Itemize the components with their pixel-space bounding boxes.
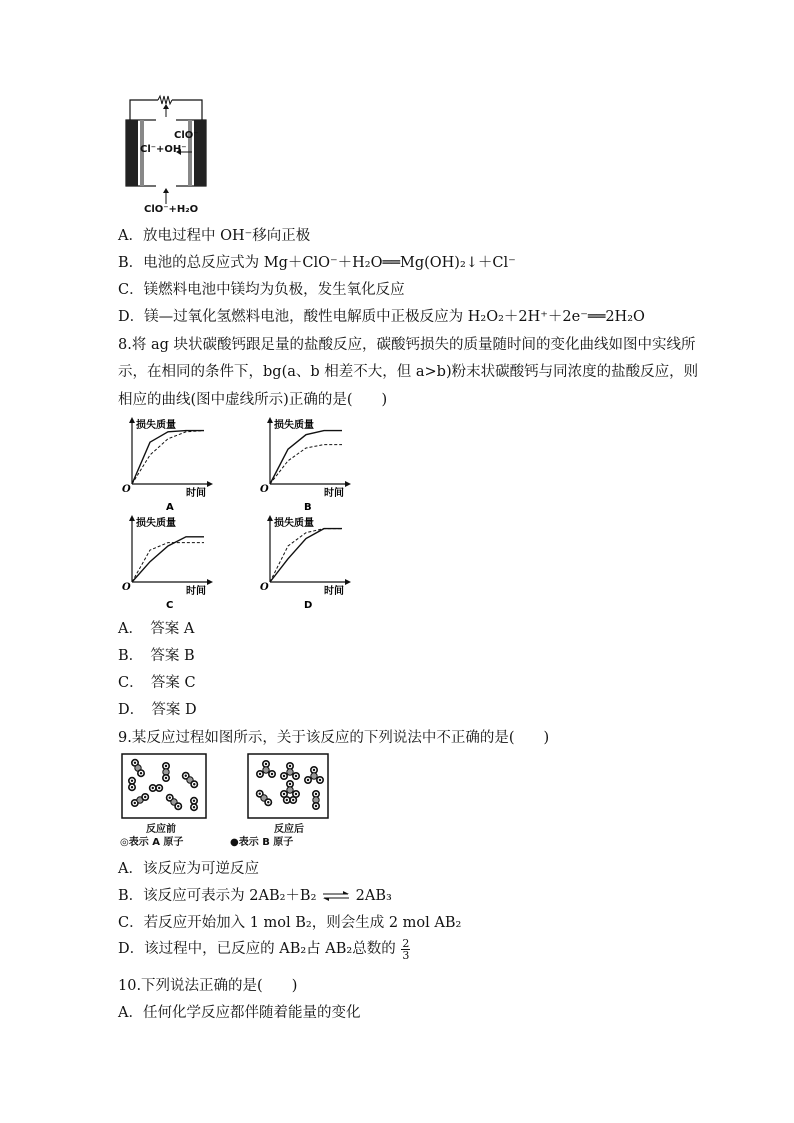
atom-b-core xyxy=(307,779,309,781)
legend-b-atom: ●表示 B 原子 xyxy=(230,837,294,848)
q8-stem-line3: 相应的曲线(图中虚线所示)正确的是( ) xyxy=(118,392,388,408)
y-axis-label: 损失质量 xyxy=(274,518,314,529)
atom-b-core xyxy=(259,773,261,775)
atom-b-core xyxy=(144,796,146,798)
atom-b-core xyxy=(286,799,288,801)
atom-b-core xyxy=(193,806,195,808)
chart-b xyxy=(258,412,358,512)
y-axis-arrow xyxy=(129,515,135,521)
chart-c-svg xyxy=(120,510,220,610)
atom-b-core xyxy=(158,787,160,789)
legend-a-atom: ◎表示 A 原子 xyxy=(120,837,184,848)
q9-option-b-pre: B．该反应可表示为 2AB₂＋B₂ xyxy=(118,888,317,904)
atom-b-core xyxy=(140,772,142,774)
chart-a-svg xyxy=(120,412,220,512)
atom-b-core xyxy=(313,769,315,771)
origin-label: O xyxy=(122,582,131,593)
atom-b-core xyxy=(134,762,136,764)
reversible-arrow-icon xyxy=(321,890,351,902)
q9-option-c: C．若反应开始加入 1 mol B₂，则会生成 2 mol AB₂ xyxy=(118,915,462,931)
q9-option-b xyxy=(118,884,392,905)
x-axis-label: 时间 xyxy=(324,488,344,499)
chart-name-label: B xyxy=(304,502,312,512)
atom-b-core xyxy=(315,793,317,795)
chart-name-label: D xyxy=(304,600,313,610)
q9-option-d-pre: D．该过程中，已反应的 AB₂占 AB₂总数的 xyxy=(118,941,396,957)
q8-stem-line2: 示，在相同的条件下，bg(a、b 相差不大，但 a>b)粉末状碳酸钙与同浓度的盐酸反应，则 xyxy=(118,364,699,380)
atom-b-core xyxy=(185,775,187,777)
chart-name-label: C xyxy=(166,600,174,610)
atom-b-core xyxy=(152,787,154,789)
reaction-figure xyxy=(118,750,338,850)
series-line-solid xyxy=(270,529,342,582)
atom-b-core xyxy=(289,783,291,785)
atom-b-core xyxy=(134,802,136,804)
fraction xyxy=(401,938,410,961)
atom-b-core xyxy=(193,783,195,785)
atom-b-core xyxy=(292,799,294,801)
y-axis-label: 损失质量 xyxy=(274,420,314,431)
chart-a xyxy=(120,412,220,512)
atom-b-core xyxy=(259,793,261,795)
q7-option-a: A．放电过程中 OH⁻移向正极 xyxy=(118,228,311,244)
atom-b-core xyxy=(193,800,195,802)
atom-b-core xyxy=(265,763,267,765)
caption-after: 反应后 xyxy=(274,824,304,835)
y-axis-arrow xyxy=(267,515,273,521)
y-axis-label: 损失质量 xyxy=(136,518,176,529)
atom-b-core xyxy=(169,797,171,799)
q9-option-b-post: 2AB₃ xyxy=(355,888,392,904)
q7-option-c: C．镁燃料电池中镁均为负极，发生氧化反应 xyxy=(118,282,405,298)
atom-a xyxy=(263,767,269,773)
series-line-dashed xyxy=(270,529,342,582)
atom-b-core xyxy=(165,777,167,779)
q8-option-d: D． 答案 D xyxy=(118,702,197,718)
atom-b-core xyxy=(289,765,291,767)
atom-a xyxy=(311,773,317,779)
q10-option-a: A．任何化学反应都伴随着能量的变化 xyxy=(118,1005,361,1021)
label-clo-h2o: ClO⁻+H₂O xyxy=(144,204,199,215)
q10-stem: 10.下列说法正确的是( ) xyxy=(118,978,298,994)
x-axis-label: 时间 xyxy=(186,488,206,499)
x-axis-arrow xyxy=(345,481,351,487)
atom-b-core xyxy=(283,775,285,777)
chart-d-svg xyxy=(258,510,358,610)
atom-b-core xyxy=(165,765,167,767)
atom-b-core xyxy=(319,779,321,781)
q8-option-c: C． 答案 C xyxy=(118,675,196,691)
series-line-solid xyxy=(132,431,204,484)
atom-b-core xyxy=(177,805,179,807)
x-axis-arrow xyxy=(207,481,213,487)
chart-name-label: A xyxy=(166,502,174,512)
atom-b-core xyxy=(131,786,133,788)
q9-option-a: A．该反应为可逆反应 xyxy=(118,861,259,877)
origin-label: O xyxy=(122,484,131,495)
y-axis-arrow xyxy=(267,417,273,423)
atom-b-core xyxy=(131,780,133,782)
label-cl-oh: Cl⁻+OH⁻ xyxy=(140,144,187,155)
q8-stem-line1: 8.将 ag 块状碳酸钙跟足量的盐酸反应，碳酸钙损失的质量随时间的变化曲线如图中实线所 xyxy=(118,337,696,353)
chart-c xyxy=(120,510,220,610)
q8-option-a: A． 答案 A xyxy=(118,621,195,637)
series-line-dashed xyxy=(132,543,204,582)
y-axis-label: 损失质量 xyxy=(136,420,176,431)
origin-label: O xyxy=(260,484,269,495)
q7-option-d: D．镁—过氧化氢燃料电池，酸性电解质中正极反应为 H₂O₂＋2H⁺＋2e⁻══2H₂O xyxy=(118,309,645,325)
fraction-denominator: 3 xyxy=(402,948,410,962)
series-line-solid xyxy=(132,537,204,582)
x-axis-label: 时间 xyxy=(324,586,344,597)
chart-d xyxy=(258,510,358,610)
atom-b-core xyxy=(295,775,297,777)
atom-b-core xyxy=(283,793,285,795)
fraction-numerator: 2 xyxy=(402,936,410,950)
origin-label: O xyxy=(260,582,269,593)
x-axis-arrow xyxy=(345,579,351,585)
atom-b-core xyxy=(295,793,297,795)
x-axis-label: 时间 xyxy=(186,586,206,597)
x-axis-arrow xyxy=(207,579,213,585)
q7-option-b: B．电池的总反应式为 Mg＋ClO⁻＋H₂O══Mg(OH)₂↓＋Cl⁻ xyxy=(118,255,516,271)
series-line-solid xyxy=(270,431,342,484)
y-axis-arrow xyxy=(129,417,135,423)
atom-b-core xyxy=(267,801,269,803)
q9-stem: 9.某反应过程如图所示，关于该反应的下列说法中不正确的是( ) xyxy=(118,730,550,746)
label-clo: ClO⁻ xyxy=(174,130,199,141)
battery-figure xyxy=(118,92,218,217)
chart-b-svg xyxy=(258,412,358,512)
caption-before: 反应前 xyxy=(146,824,176,835)
atom-a xyxy=(287,787,293,793)
atom-a xyxy=(287,769,293,775)
q8-option-b: B． 答案 B xyxy=(118,648,195,664)
q9-option-d xyxy=(118,937,410,961)
atom-b-core xyxy=(271,773,273,775)
atom-b-core xyxy=(315,805,317,807)
